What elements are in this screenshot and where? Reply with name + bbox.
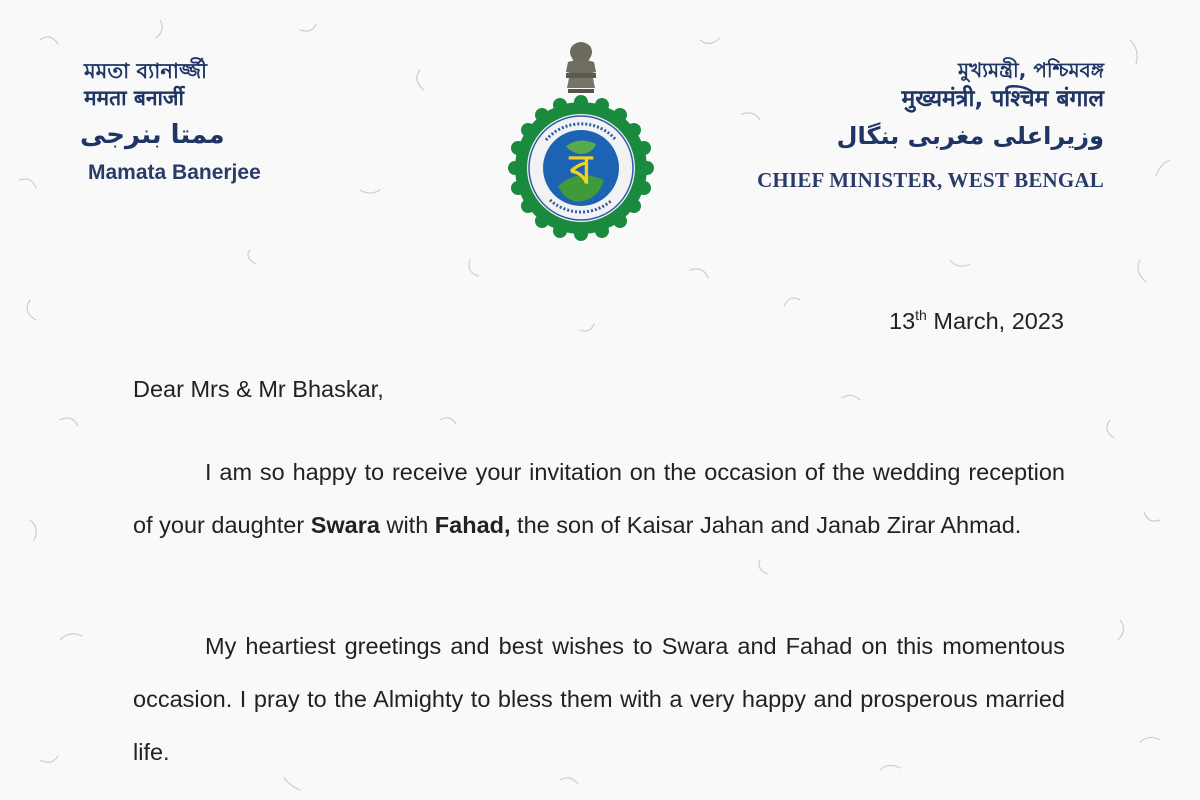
para1-text-a: I am so happy to receive your invitation on the occasion of the wedding reception of your daughter xyxy=(133,459,1065,538)
name-bengali: মমতা ব্যানার্জ্জী xyxy=(84,59,208,83)
title-hindi: मुख्यमंत्री, पश्चिम बंगाल xyxy=(901,86,1104,112)
name-english: Mamata Banerjee xyxy=(88,161,261,184)
name-urdu: ممتا بنرجی xyxy=(80,120,225,150)
title-english: CHIEF MINISTER, WEST BENGAL xyxy=(757,168,1104,192)
letterhead-right xyxy=(757,56,1104,196)
paragraph-2: My heartiest greetings and best wishes to Swara and Fahad on this momentous occasion. I pray to the Almighty to bless them with a very happy and prosperous married life. xyxy=(133,633,1065,765)
date-month-year: March, 2023 xyxy=(926,308,1064,334)
paragraph-1 xyxy=(133,446,1065,552)
seal-icon xyxy=(508,95,654,241)
para1-text-b: with xyxy=(379,512,435,538)
salutation: Dear Mrs & Mr Bhaskar, xyxy=(133,376,384,402)
letterhead-left xyxy=(80,58,261,188)
state-emblem-icon xyxy=(506,36,656,242)
date-suffix: th xyxy=(915,307,927,323)
title-urdu: وزیراعلی مغربی بنگال xyxy=(836,122,1104,150)
lion-capital-icon xyxy=(566,42,596,93)
bride-name: Swara xyxy=(310,512,380,538)
letter-date xyxy=(889,308,1064,335)
date-day: 13 xyxy=(889,308,916,334)
emblem-glyph: ব xyxy=(569,147,593,193)
groom-name: Fahad, xyxy=(434,512,511,538)
title-bengali: মুখ্যমন্ত্রী, পশ্চিমবঙ্গ xyxy=(958,58,1104,82)
name-hindi: ममता बनार्जी xyxy=(84,86,184,110)
para1-text-c: the son of Kaisar Jahan and Janab Zirar Ahmad. xyxy=(510,512,1022,538)
